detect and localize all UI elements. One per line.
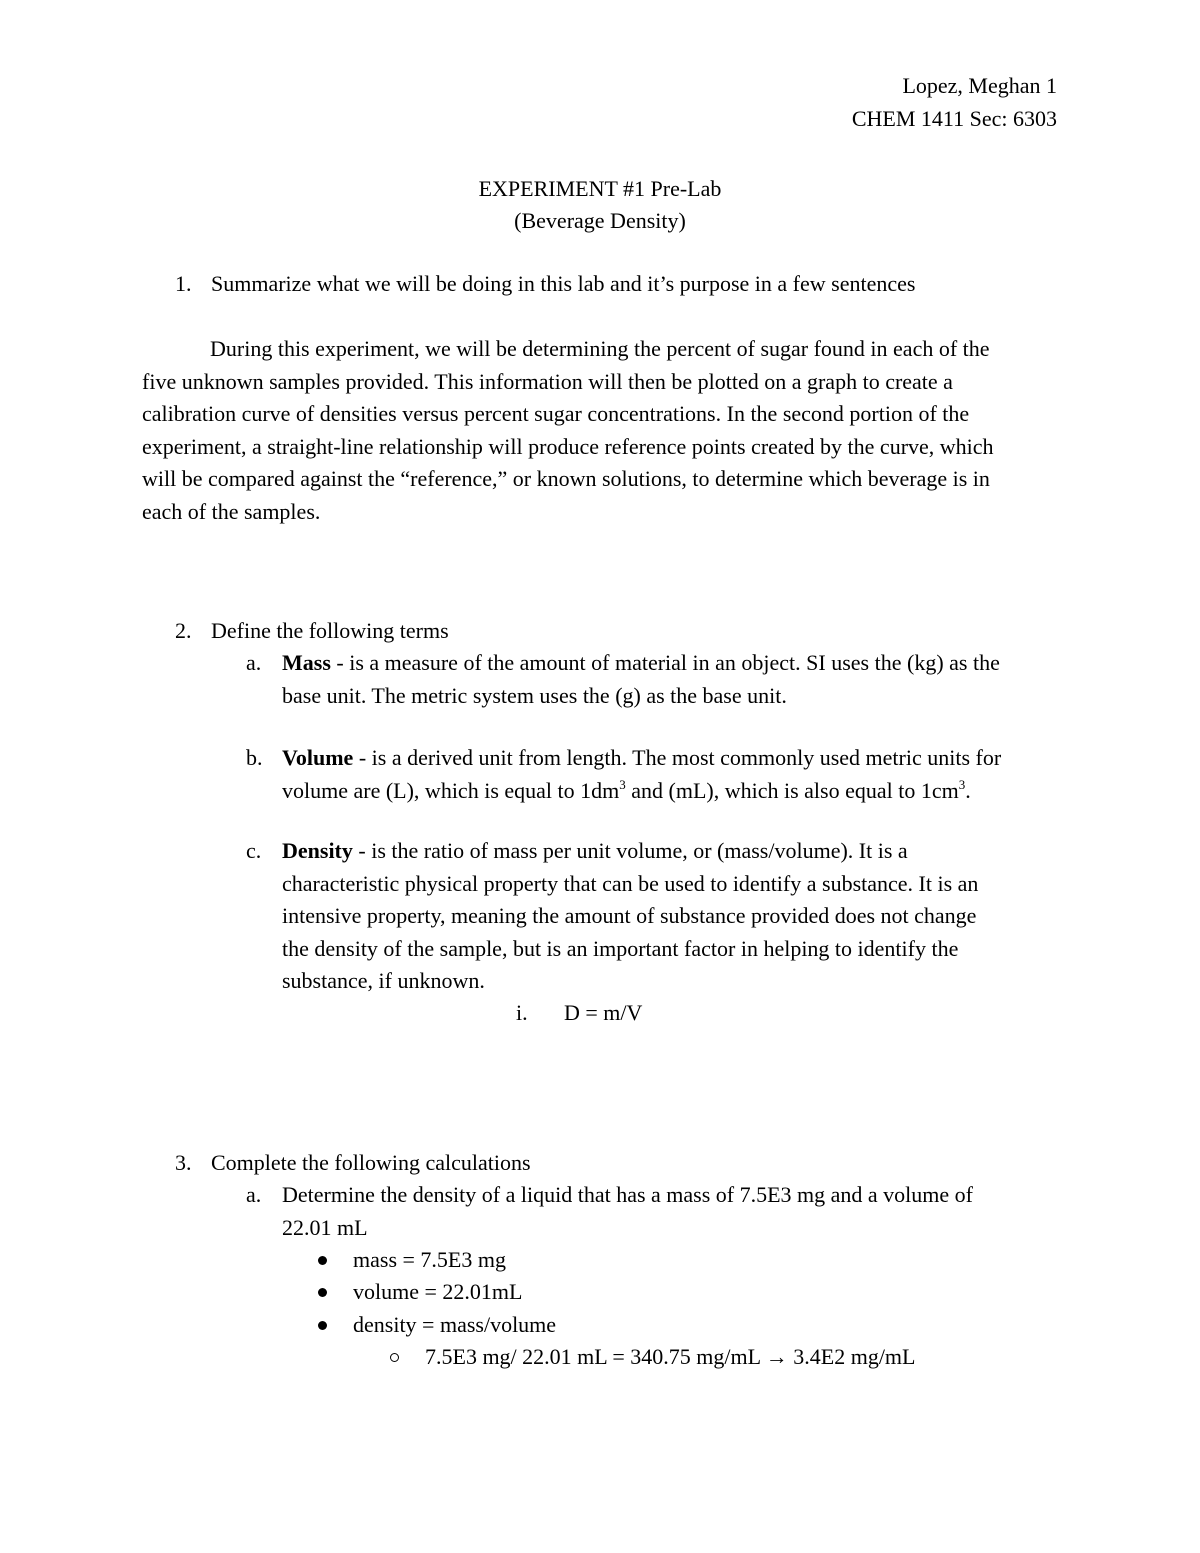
header-course: CHEM 1411 Sec: 6303 [851, 106, 1057, 131]
q1-answer-line: calibration curve of densities versus percent sugar concentrations. In the second portion of the [142, 401, 970, 426]
bullet-icon [318, 1288, 327, 1297]
page-subtitle: (Beverage Density) [514, 208, 686, 233]
q2-prompt: Define the following terms [211, 618, 449, 643]
term-mass: Mass [282, 650, 331, 675]
page-title: EXPERIMENT #1 Pre-Lab [478, 176, 722, 201]
calculation-result: 7.5E3 mg/ 22.01 mL = 340.75 mg/mL → 3.4E2 mg/mL [425, 1344, 916, 1369]
density-def-line: characteristic physical property that can be used to identify a substance. It is an [282, 870, 979, 896]
q1-prompt: Summarize what we will be doing in this lab and it’s purpose in a few sentences [211, 271, 916, 296]
q2-volume-letter: b. [246, 745, 263, 770]
q3a-line: Determine the density of a liquid that has a mass of 7.5E3 mg and a volume of [282, 1182, 974, 1207]
density-formula: D = m/V [564, 1000, 643, 1025]
density-def-line: substance, if unknown. [282, 968, 485, 993]
mass-def-line: base unit. The metric system uses the (g) as the base unit. [282, 682, 787, 708]
hollow-bullet-icon [390, 1353, 399, 1362]
q2-number: 2. [175, 618, 192, 643]
volume-def-text: and (mL), which is also equal to 1cm [625, 777, 959, 803]
bullet-item: density = mass/volume [353, 1312, 557, 1337]
q1-answer-line: experiment, a straight-line relationship will produce reference points created by the curve, which [142, 433, 994, 459]
volume-def-line: - is a derived unit from length. The most commonly used metric units for [353, 745, 1002, 770]
volume-def-text: volume are (L), which is equal to 1dm [282, 777, 620, 803]
q2-mass-definition [282, 647, 1072, 712]
mass-def-line: - is a measure of the amount of material in an object. SI uses the (kg) as the [330, 650, 1000, 675]
q3a-question [282, 1179, 1072, 1244]
q3a-line: 22.01 mL [282, 1214, 368, 1240]
q1-answer-line: will be compared against the “reference,” or known solutions, to determine which beverage is in [142, 466, 990, 491]
formula-number: i. [516, 1000, 528, 1025]
superscript: 3 [619, 776, 626, 792]
bullet-item: volume = 22.01mL [353, 1279, 523, 1304]
header-name-page: Lopez, Meghan 1 [902, 73, 1057, 98]
q3-prompt: Complete the following calculations [211, 1150, 531, 1175]
q1-answer-line: five unknown samples provided. This information will then be plotted on a graph to create a [142, 368, 953, 394]
volume-def-text: . [965, 777, 971, 803]
q2-density-letter: c. [246, 838, 262, 863]
density-def-line: intensive property, meaning the amount of substance provided does not change [282, 903, 977, 928]
q1-answer-line: each of the samples. [142, 498, 321, 524]
term-volume: Volume [282, 745, 354, 770]
q1-answer [142, 333, 1062, 528]
term-density: Density [282, 838, 353, 863]
q3-number: 3. [175, 1150, 192, 1175]
q1-number: 1. [175, 271, 192, 296]
q2-mass-letter: a. [246, 650, 262, 675]
q2-density-definition [282, 835, 1072, 998]
superscript: 3 [958, 776, 966, 792]
bullet-icon [318, 1256, 327, 1265]
q2-volume-definition [282, 742, 1072, 807]
bullet-icon [318, 1321, 327, 1330]
density-def-line: - is the ratio of mass per unit volume, or (mass/volume). It is a [352, 838, 908, 863]
bullet-item: mass = 7.5E3 mg [353, 1247, 506, 1272]
q1-answer-line: During this experiment, we will be determining the percent of sugar found in each of the [210, 336, 990, 361]
density-def-line: the density of the sample, but is an important factor in helping to identify the [282, 935, 959, 961]
q3a-letter: a. [246, 1182, 262, 1207]
